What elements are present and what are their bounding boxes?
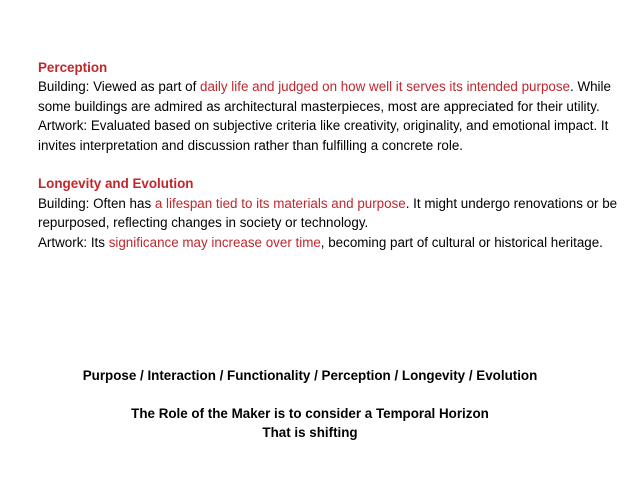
longevity-heading: Longevity and Evolution: [38, 176, 194, 192]
longevity-building-paragraph: [38, 194, 618, 233]
slide-body: [38, 58, 618, 252]
perception-building-highlight: daily life and judged on how well it serves its intended purpose: [200, 79, 570, 95]
maker-role-line-2: That is shifting: [262, 425, 358, 440]
perception-heading: Perception: [38, 60, 108, 75]
perception-building-paragraph: [38, 77, 618, 116]
perception-building-label: Building: Viewed as part of: [38, 79, 201, 95]
perception-building-rest: . While some buildings are admired as architectural masterpieces, most are appreciated for their utility.: [38, 79, 611, 114]
longevity-artwork-highlight: significance may increase over time: [108, 234, 321, 250]
section-spacer: [38, 155, 618, 174]
longevity-artwork-label: Artwork: Its: [38, 234, 109, 250]
longevity-building-label: Building: Often has: [38, 195, 155, 211]
longevity-artwork-rest: , becoming part of cultural or historical heritage.: [320, 234, 603, 250]
perception-artwork-paragraph: Artwork: Evaluated based on subjective criteria like creativity, originality, and emotional impact. It invites interpretation and discussion rather than fulfilling a concrete role.: [38, 118, 609, 153]
longevity-artwork-paragraph: [38, 233, 618, 252]
keywords-line: Purpose / Interaction / Functionality / Perception / Longevity / Evolution: [82, 368, 538, 383]
maker-role-statement: [0, 404, 620, 442]
longevity-building-highlight: a lifespan tied to its materials and purpose: [154, 195, 406, 211]
longevity-building-rest: . It might undergo renovations or be repurposed, reflecting changes in society or technology.: [38, 195, 618, 231]
maker-role-line-1: The Role of the Maker is to consider a Temporal Horizon: [131, 406, 489, 421]
